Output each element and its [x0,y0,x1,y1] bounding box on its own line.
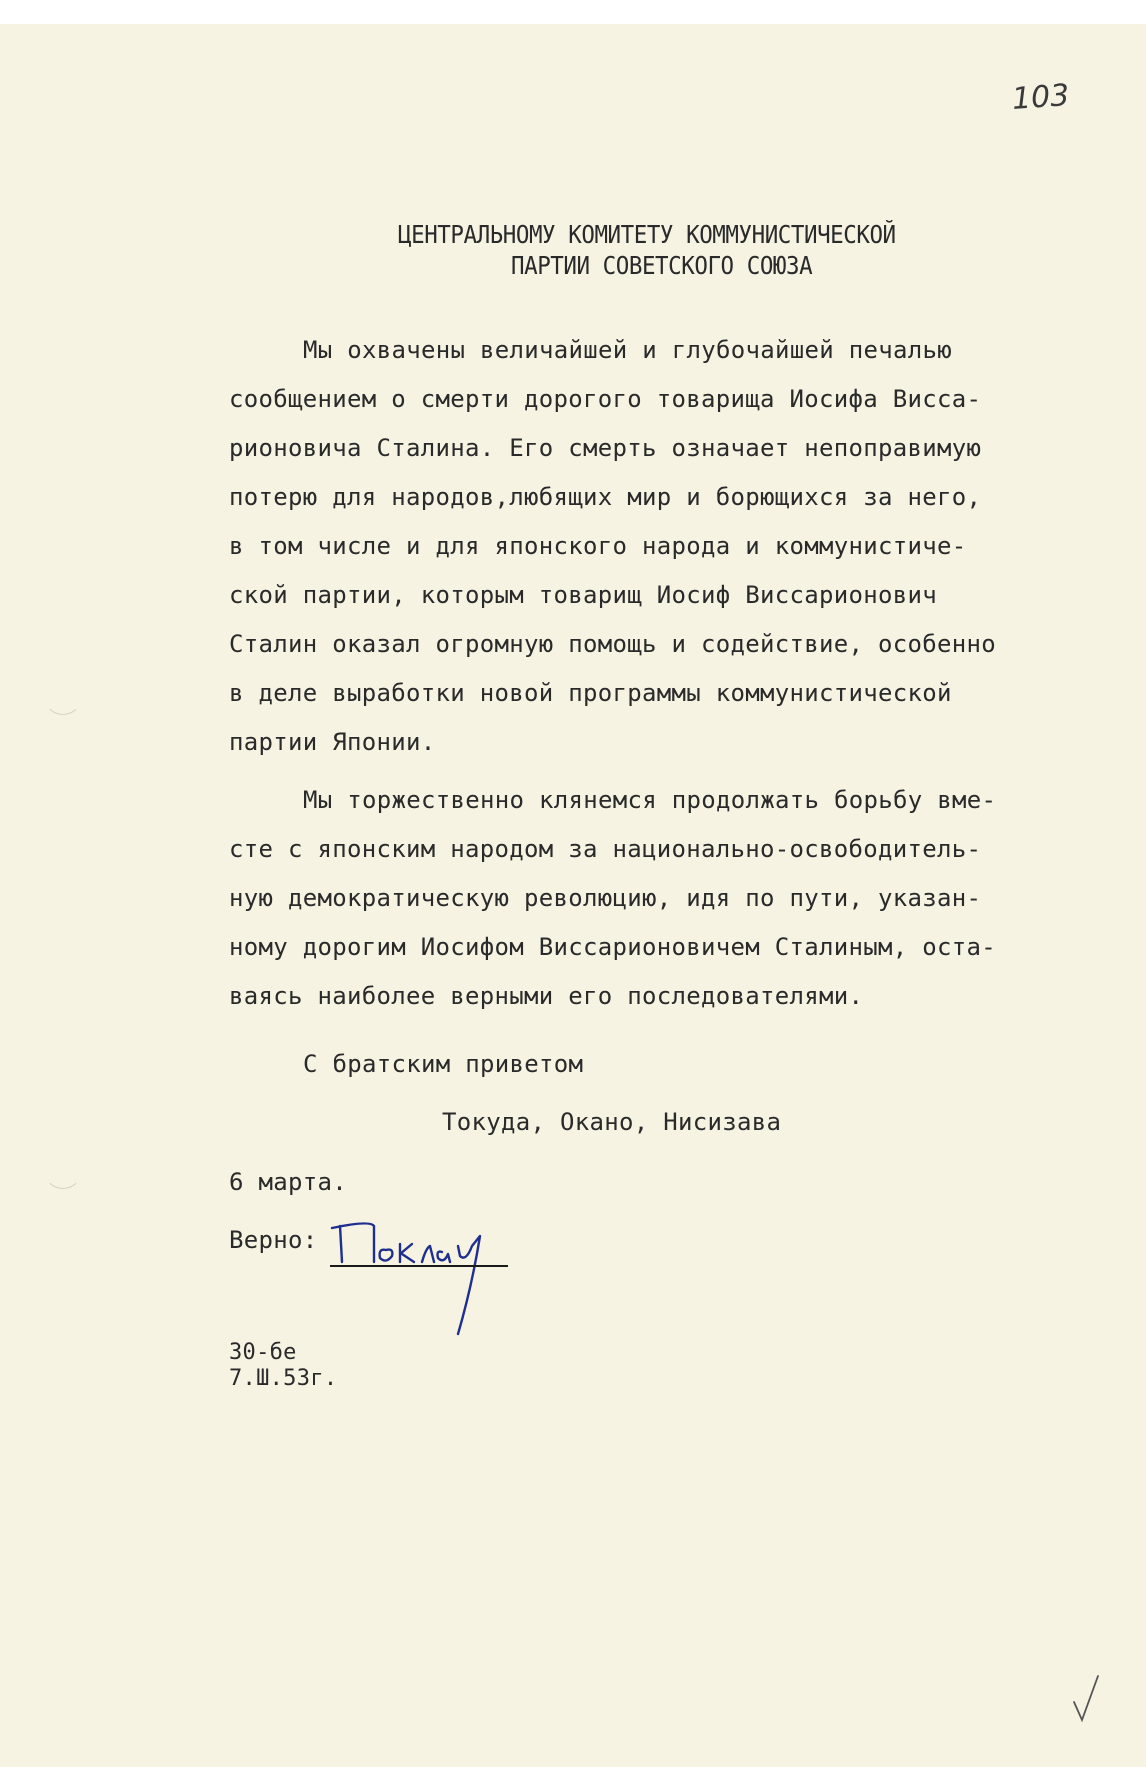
paragraph-2-line: ную демократическую революцию, идя по пути, указан- [229,884,982,912]
top-margin-strip [0,0,1146,24]
paragraph-1-line: ской партии, которым товарищ Иосиф Виссарионович [229,581,937,609]
paragraph-1-line: в том числе и для японского народа и коммунистиче- [229,532,967,560]
heading-line-1: ЦЕНТРАЛЬНОМУ КОМИТЕТУ КОММУНИСТИЧЕСКОЙ [398,220,896,249]
punch-hole-mark [44,1152,82,1189]
document-page [0,24,1146,1767]
paragraph-2-line: ному дорогим Иосифом Виссарионовичем Сталиным, оста- [229,933,996,961]
heading-line-2: ПАРТИИ СОВЕТСКОГО СОЮЗА [511,251,813,280]
date: 6 марта. [229,1168,347,1196]
paragraph-2-line: ваясь наиболее верными его последователями. [229,982,864,1010]
check-mark-icon [1072,1674,1102,1724]
footer-line-2: 7.Ш.53г. [229,1366,338,1391]
signatories: Токуда, Окано, Нисизава [442,1108,782,1136]
paragraph-1-line: потерю для народов,любящих мир и борющихся за него, [229,483,982,511]
paragraph-1-line: в деле выработки новой программы коммунистической [229,679,952,707]
paragraph-1-line: Сталин оказал огромную помощь и содействие, особенно [229,630,996,658]
footer-line-1: 30-бе [229,1340,297,1365]
punch-hole-mark [44,678,82,715]
paragraph-1-line: сообщением о смерти дорогого товарища Иосифа Висса- [229,385,982,413]
verified-label: Верно: [229,1226,318,1254]
paragraph-2-line: сте с японским народом за национально-освободитель- [229,835,982,863]
paragraph-2-line: Мы торжественно клянемся продолжать борьбу вме- [303,786,997,814]
signature [330,1216,510,1336]
closing-greeting: С братским приветом [303,1050,584,1078]
paragraph-1-line: Мы охвачены величайшей и глубочайшей печалью [303,336,952,364]
paragraph-1-line: рионовича Сталина. Его смерть означает непоправимую [229,434,982,462]
page-number: 103 [1010,78,1071,117]
paragraph-1-line: партии Японии. [229,728,436,756]
